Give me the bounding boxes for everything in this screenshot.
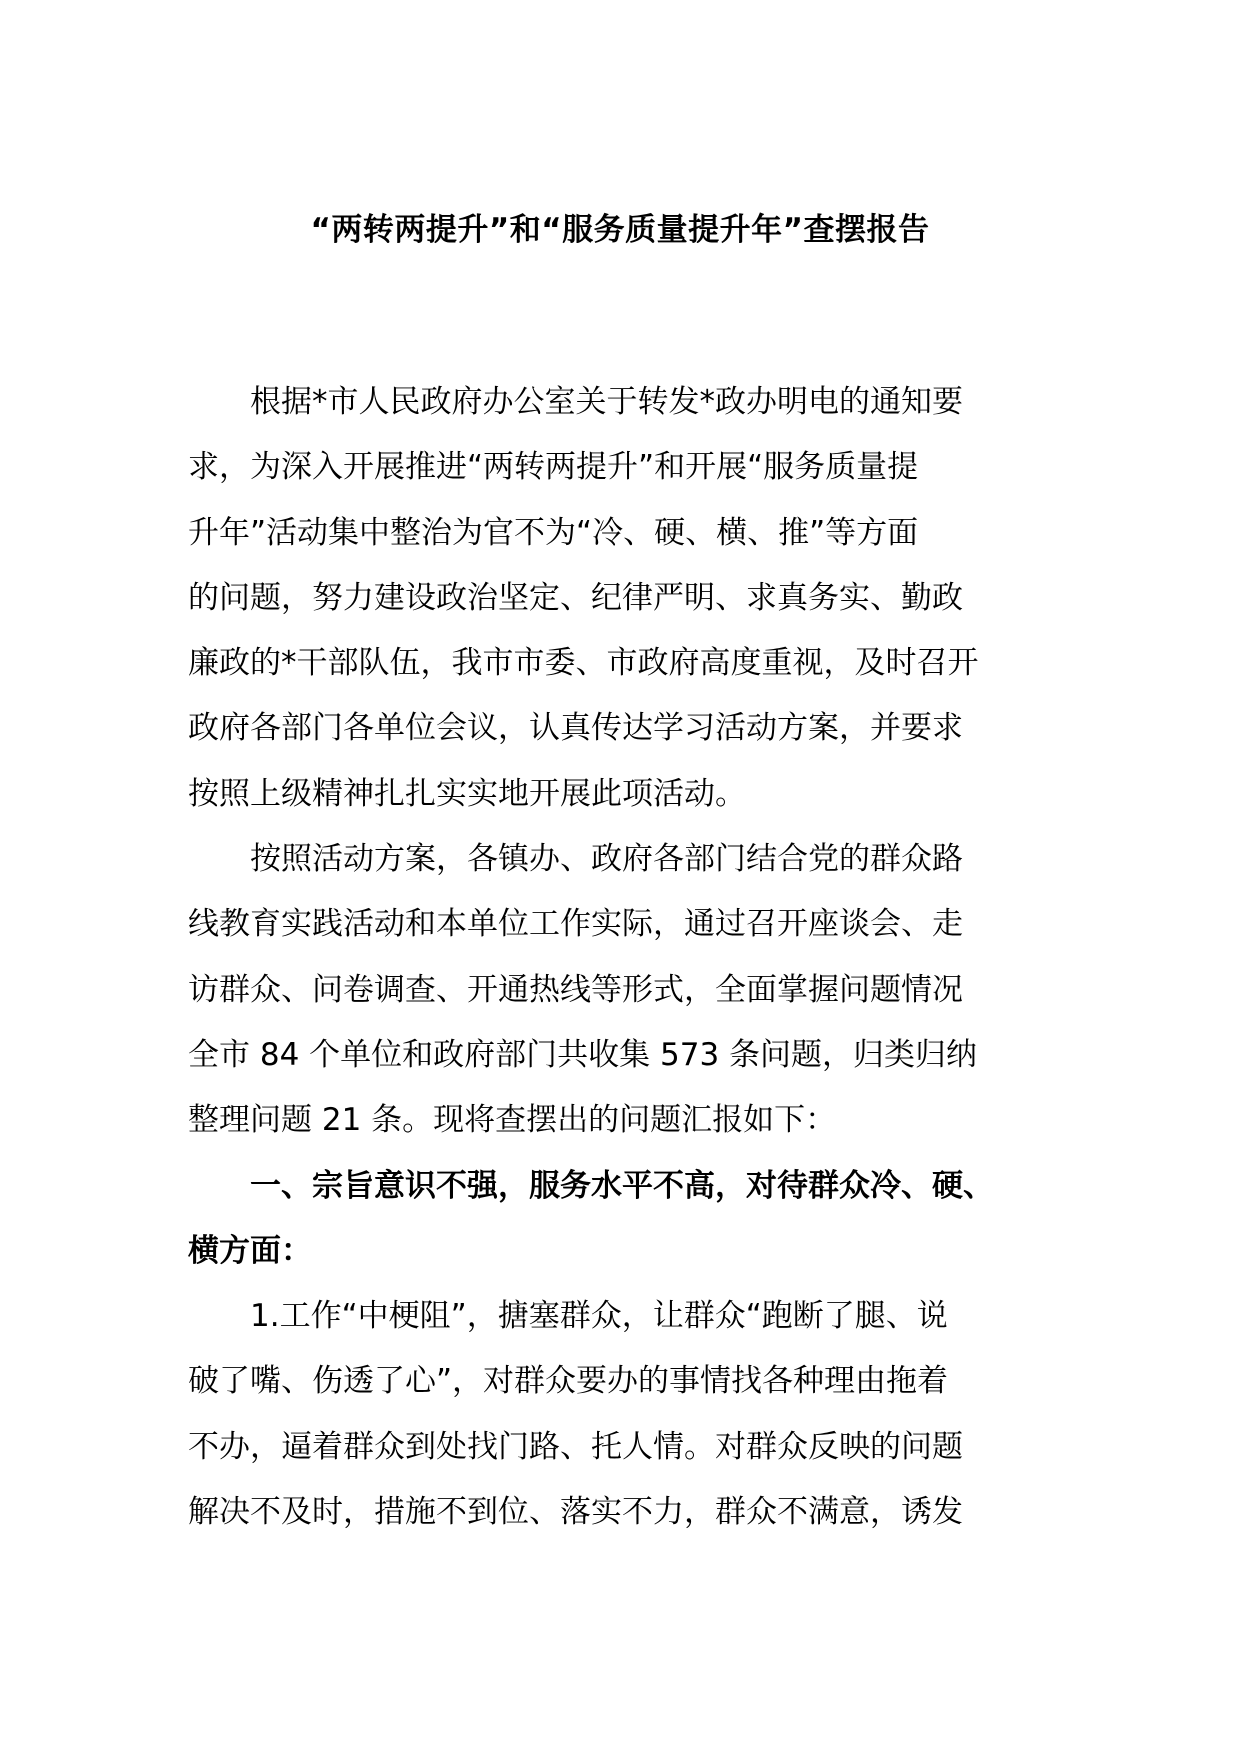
section-heading-1 xyxy=(188,1154,1068,1285)
document-title: “两转两提升”和“服务质量提升年”查摆报告 xyxy=(310,212,930,248)
text-line: 线教育实践活动和本单位工作实际，通过召开座谈会、走 xyxy=(188,906,963,943)
text-line: 1.工作“中梗阻”，搪塞群众，让群众“跑断了腿、说 xyxy=(250,1298,948,1335)
text-line: 不办，逼着群众到处找门路、托人情。对群众反映的问题 xyxy=(188,1428,963,1465)
text-line: 全市 84 个单位和政府部门共收集 573 条问题，归类归纳 xyxy=(188,1036,978,1073)
text-line: 廉政的*干部队伍，我市市委、市政府高度重视，及时召开 xyxy=(188,645,979,682)
text-line: 升年”活动集中整治为官不为“冷、硬、横、推”等方面 xyxy=(188,514,919,551)
text-line: 求，为深入开展推进“两转两提升”和开展“服务质量提 xyxy=(188,449,919,486)
heading-line: 一、宗旨意识不强，服务水平不高，对待群众冷、硬、 xyxy=(250,1167,994,1204)
heading-line: 横方面： xyxy=(188,1232,312,1269)
paragraph-summary xyxy=(188,827,1068,1153)
text-line: 解决不及时，措施不到位、落实不力，群众不满意，诱发 xyxy=(188,1494,963,1531)
document-body xyxy=(188,370,1068,1545)
paragraph-background xyxy=(188,370,1068,827)
text-line: 访群众、问卷调查、开通热线等形式，全面掌握问题情况 xyxy=(188,971,963,1008)
text-line: 按照上级精神扎扎实实地开展此项活动。 xyxy=(188,775,746,812)
text-line: 政府各部门各单位会议，认真传达学习活动方案，并要求 xyxy=(188,710,963,747)
text-line: 破了嘴、伤透了心”，对群众要办的事情找各种理由拖着 xyxy=(188,1363,949,1400)
text-line: 整理问题 21 条。现将查摆出的问题汇报如下： xyxy=(188,1102,837,1139)
text-line: 根据*市人民政府办公室关于转发*政办明电的通知要 xyxy=(250,384,963,420)
paragraph-item-1 xyxy=(188,1284,1068,1545)
text-line: 的问题，努力建设政治坚定、纪律严明、求真务实、勤政 xyxy=(188,579,963,616)
text-line: 按照活动方案，各镇办、政府各部门结合党的群众路 xyxy=(250,841,963,878)
